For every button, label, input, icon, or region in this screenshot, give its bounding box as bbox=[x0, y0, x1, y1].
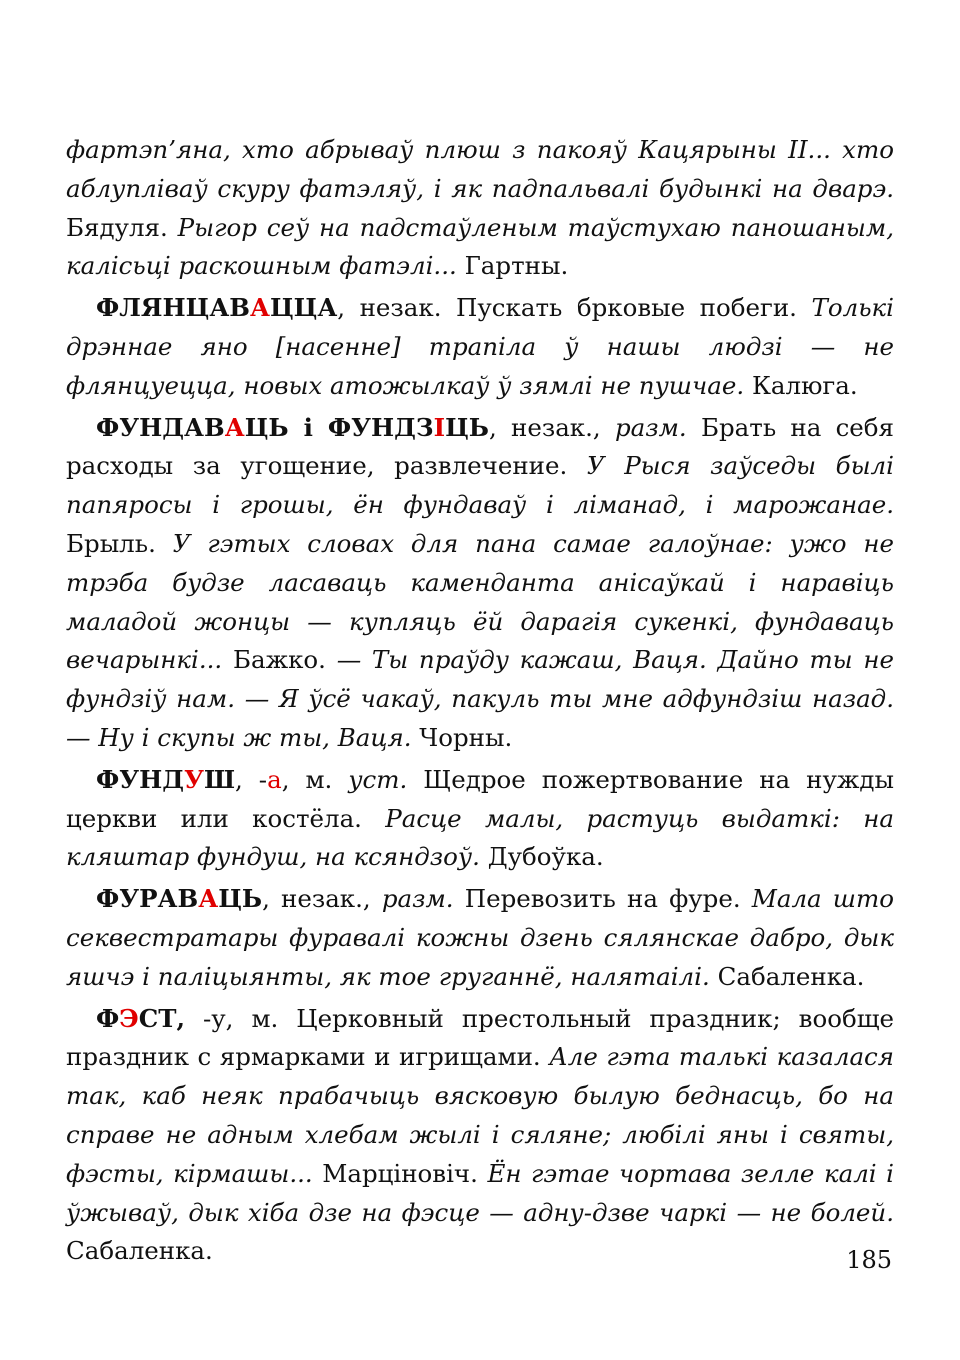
quote: Мала што секвестратары фуравалі кожны дзень сялянскае дабро, дык яшчэ і паліцыянты, як тое груганнё, налятаілі. bbox=[66, 884, 894, 991]
quote: — Ты праўду кажаш, Ваця. Дайно ты не фундзіў нам. — Я ўсё чакаў, пакуль ты мне адфундзіш назад. — Ну і скупы ж ты, Ваця. bbox=[66, 645, 894, 752]
quote: фартэп’яна, хто абрываў плюш з пакояў Кацярыны II... хто аблупліваў скуру фатэляў, і як падпальвалі будынкі на дварэ. bbox=[66, 135, 894, 203]
source: Гартны. bbox=[464, 251, 569, 281]
stress-mark: А bbox=[198, 884, 219, 914]
grammar-label: уст. bbox=[348, 764, 408, 794]
headword: ФУНДУШ bbox=[96, 764, 236, 794]
stress-mark: а bbox=[267, 764, 282, 794]
quote: У Рыся заўседы былі папяросы і грошы, ён фундаваў і ліманад, і марожанае. bbox=[66, 451, 894, 520]
grammar: , незак., bbox=[262, 884, 371, 914]
grammar: , незак. bbox=[337, 293, 442, 323]
source: Калюга. bbox=[751, 370, 858, 400]
entry-fundavats bbox=[66, 409, 894, 758]
quote: У гэтых словах для пана самае галоўнае: ужо не трэба будзе ласаваць каменданта анісаўкай і наравіць маладой жонцы — купляць ёй дарагія сукенкі, фундаваць вечарынкі... bbox=[66, 528, 894, 675]
headword: ФЭСТ, bbox=[96, 1003, 186, 1033]
source: Брыль. bbox=[66, 528, 156, 558]
headword: ФЛЯНЦАВАЦЦА bbox=[96, 293, 338, 323]
entry-fundush bbox=[66, 761, 894, 877]
grammar: , - bbox=[235, 764, 268, 794]
entry-fest bbox=[66, 1000, 894, 1272]
source: Сабаленка. bbox=[717, 961, 865, 991]
grammar-label: разм. bbox=[381, 884, 454, 914]
source: Марціновіч. bbox=[322, 1158, 478, 1188]
definition: Пускать брковые побеги. bbox=[456, 293, 797, 323]
grammar: , незак., bbox=[488, 412, 601, 442]
stress-mark: А bbox=[250, 293, 270, 323]
quote: Толькі дрэннае яно [насенне] трапіла ў нашы людзі — не флянцуецца, новых атожылкаў ў зямлі не пушчае. bbox=[66, 293, 894, 400]
source: Бядуля. bbox=[66, 212, 168, 242]
quote: Рыгор сеў на падстаўленым таўстухаю паношаным, калісьці раскошным фатэлі... bbox=[66, 212, 894, 281]
headword: ФУРАВАЦЬ bbox=[96, 884, 263, 914]
definition: Брать на себя расходы за угощение, развлечение. bbox=[66, 412, 894, 481]
quote: Але гэта талькі казалася так, каб неяк прабачыць вясковую былую беднасць, бо на справе не адным хлебам жылі і сяляне; любілі яны і святы, фэсты, кірмашы... bbox=[66, 1042, 894, 1188]
definition: Щедрое пожертвование на нужды церкви или костёла. bbox=[66, 764, 894, 833]
grammar-label: разм. bbox=[614, 412, 687, 442]
stress-mark: А bbox=[224, 412, 245, 442]
source: Бажко. bbox=[232, 645, 326, 675]
stress-mark: І bbox=[433, 412, 446, 442]
grammar: -у, м. bbox=[185, 1003, 279, 1033]
quote: Расце малы, растуць выдаткі: на кляштар фундуш, на ксяндзоў. bbox=[66, 803, 895, 872]
dictionary-page bbox=[66, 131, 894, 1271]
entry-continuation bbox=[66, 131, 894, 286]
source: Сабаленка. bbox=[66, 1236, 213, 1266]
entry-furavats bbox=[66, 880, 894, 996]
entry-flyantsavatstsa bbox=[66, 289, 894, 405]
quote: Ён гэтае чортава зелле калі і ўжываў, дык хіба дзе на фэсце — адну-дзве чаркі — не болей. bbox=[66, 1158, 894, 1227]
stress-mark: У bbox=[184, 764, 204, 794]
grammar: , м. bbox=[281, 764, 333, 794]
definition: Церковный престольный праздник; вообще праздник с ярмарками и игрищами. bbox=[66, 1003, 895, 1072]
page-number: 185 bbox=[846, 1246, 892, 1274]
headword: ФУНДАВАЦЬ і ФУНДЗІЦЬ bbox=[96, 412, 489, 442]
source: Дубоўка. bbox=[487, 842, 604, 872]
source: Чорны. bbox=[419, 722, 513, 752]
definition: Перевозить на фуре. bbox=[464, 884, 741, 914]
stress-mark: Э bbox=[119, 1003, 139, 1033]
